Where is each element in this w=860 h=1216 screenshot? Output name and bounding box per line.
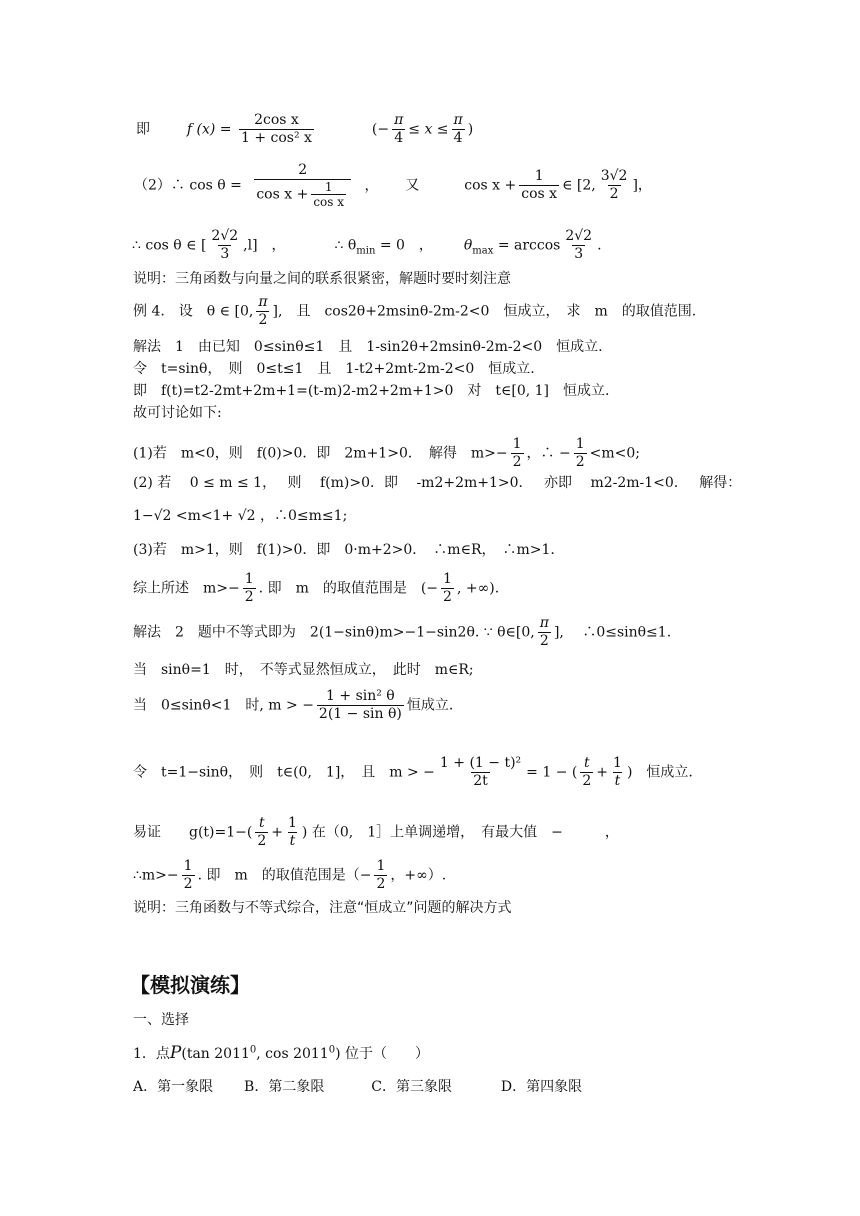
choice-c: C．第三象限 bbox=[371, 1079, 452, 1095]
fraction: $\frac{\pi}{2}$ bbox=[258, 294, 268, 328]
formula-line-2: （2）∴ cos θ = 2 cos x + $\frac{1}{\text{cos x}}$ ， 又 cos x + $\frac{1}{\text{cos x}}$ ∈ [2, $\frac{3√2}{2}$ ]， bbox=[134, 162, 652, 209]
solution-2-line-3: 当 0≤sinθ<1 时, m > − $\frac{\text{1 + sin² θ}}{\text{2(1 − sin θ)}}$ 恒成立. bbox=[133, 688, 454, 722]
choice-a: A．第一象限 bbox=[133, 1079, 214, 1095]
formula-text: f (x) = bbox=[186, 121, 232, 138]
fraction: $\frac{3√2}{2}$ bbox=[600, 168, 628, 202]
fraction: $\frac{t}{2}$ bbox=[582, 755, 592, 789]
formula-line-3: ∴ cos θ ∈ [ $\frac{2√2}{3}$ ,l] ， ∴ $\theta_{min} = 0$ ， $\theta_{max} = \arccos$ $\frac{2√2}{3}$ . bbox=[132, 228, 602, 262]
solution-2-line-1: 解法 2 题中不等式即为 2(1−sinθ)m>−1−sin2θ. ∵ θ∈[0, $\frac{\pi}{2}$ ], ∴0≤sinθ≤1. bbox=[133, 615, 672, 649]
solution-1-line-1: 解法 1 由已知 0≤sinθ≤1 且 1-sin2θ+2msinθ-2m-2<0 恒成立. bbox=[133, 339, 603, 355]
question-1: 1．点P(tan 2011$^0$, cos 2011$^0$) 位于（ ） bbox=[133, 1043, 430, 1063]
fraction: $\frac{1}{2}$ bbox=[575, 436, 585, 470]
example-4: 例 4. 设 θ ∈ [0, $\frac{\pi}{2}$ ], 且 cos2θ+2msinθ-2m-2<0 恒成立， 求 m 的取值范围. bbox=[133, 294, 697, 328]
fraction: $\frac{\pi}{4}$ bbox=[453, 112, 463, 146]
fraction: $\frac{1}{2}$ bbox=[183, 858, 193, 892]
fraction: $\frac{\text{1 + (1 − t)²}}{2t}$ bbox=[439, 755, 522, 789]
fraction: $\frac{\pi}{4}$ bbox=[394, 112, 404, 146]
text: 即 bbox=[136, 121, 150, 138]
solution-1-line-4: 故可讨论如下: bbox=[133, 405, 222, 421]
solution-1-line-2: 令 t=sinθ， 则 0≤t≤1 且 1-t2+2mt-2m-2<0 恒成立. bbox=[133, 361, 535, 377]
choice-d: D．第四象限 bbox=[500, 1079, 583, 1095]
fraction: $\frac{1}{\text{cos x}}$ bbox=[521, 168, 558, 202]
fraction: $\frac{\pi}{2}$ bbox=[539, 615, 549, 649]
case-2: (2) 若 0 ≤ m ≤ 1， 则 f(m)>0．即 -m2+2m+1>0． 亦即 m2-2m-1<0． 解得： bbox=[133, 475, 742, 491]
summary-1: 综上所述 m>− $\frac{1}{2}$ . 即 m 的取值范围是 (− $\frac{1}{2}$ , +∞). bbox=[133, 571, 500, 605]
solution-2-line-4: 令 t=1−sinθ， 则 t∈(0, 1]， 且 m > − $\frac{\text{1 + (1 − t)²}}{2t}$ = 1 − ( $\frac{t}{2}$ + $\frac{1}{t}$ ) 恒成立. bbox=[133, 755, 693, 789]
fraction: $\frac{2√2}{3}$ bbox=[565, 228, 593, 262]
solution-2-line-6: ∴m>− $\frac{1}{2}$ . 即 m 的取值范围是（− $\frac{1}{2}$ ，+∞）. bbox=[133, 858, 447, 892]
subsection-heading: 一、选择 bbox=[133, 1012, 189, 1028]
fraction: $\frac{1}{2}$ bbox=[512, 436, 522, 470]
fraction: $\frac{t}{2}$ bbox=[257, 815, 267, 849]
section-heading: 【模拟演练】 bbox=[130, 973, 250, 997]
fraction: 2 cos x + $\frac{1}{\text{cos x}}$ bbox=[254, 162, 351, 209]
choices bbox=[133, 1077, 582, 1097]
fraction: $\frac{2√2}{3}$ bbox=[211, 228, 239, 262]
fraction: $\frac{1}{2}$ bbox=[376, 858, 386, 892]
note-1: 说明：三角函数与向量之间的联系很紧密，解题时要时刻注意 bbox=[133, 271, 511, 287]
fraction: $\frac{1}{2}$ bbox=[443, 571, 452, 605]
fraction: $\frac{1}{t}$ bbox=[613, 755, 622, 789]
fraction: $\frac{\text{2cos x}}{\text{1 + cos² x}}$ bbox=[241, 112, 312, 146]
solution-2-line-2: 当 sinθ=1 时， 不等式显然恒成立， 此时 m∈R; bbox=[133, 662, 474, 678]
fraction: $\frac{1}{2}$ bbox=[244, 571, 254, 605]
case-3: (3)若 m>1，则 f(1)>0．即 0·m+2>0． ∴m∈R， ∴m>1. bbox=[133, 542, 555, 558]
case-2-result: 1−√2 <m<1+ √2 ，∴0≤m≤1; bbox=[133, 508, 348, 524]
note-2: 说明：三角函数与不等式综合，注意“恒成立”问题的解决方式 bbox=[133, 900, 512, 916]
solution-1-line-3: 即 f(t)=t2-2mt+2m+1=(t-m)2-m2+2m+1>0 对 t∈[0, 1] 恒成立. bbox=[133, 383, 610, 399]
fraction: $\frac{\text{1 + sin² θ}}{\text{2(1 − sin θ)}}$ bbox=[318, 688, 402, 722]
case-1: (1)若 m<0，则 f(0)>0．即 2m+1>0． 解得 m>− $\frac{1}{2}$ ，∴ − $\frac{1}{2}$ <m<0; bbox=[133, 436, 640, 470]
formula-line-1: 即 f (x) = $\frac{\text{2cos x}}{\text{1 + cos² x}}$ (− $\frac{\pi}{4}$ ≤ x ≤ $\frac{\pi}{4}$ ) bbox=[136, 112, 474, 146]
fraction: $\frac{1}{t}$ bbox=[288, 815, 297, 849]
solution-2-line-5: 易证 g(t)=1−( $\frac{t}{2}$ + $\frac{1}{t}$ ) 在（0, 1］上单调递增， 有最大值 − ， bbox=[133, 815, 619, 849]
choice-b: B．第二象限 bbox=[244, 1079, 325, 1095]
